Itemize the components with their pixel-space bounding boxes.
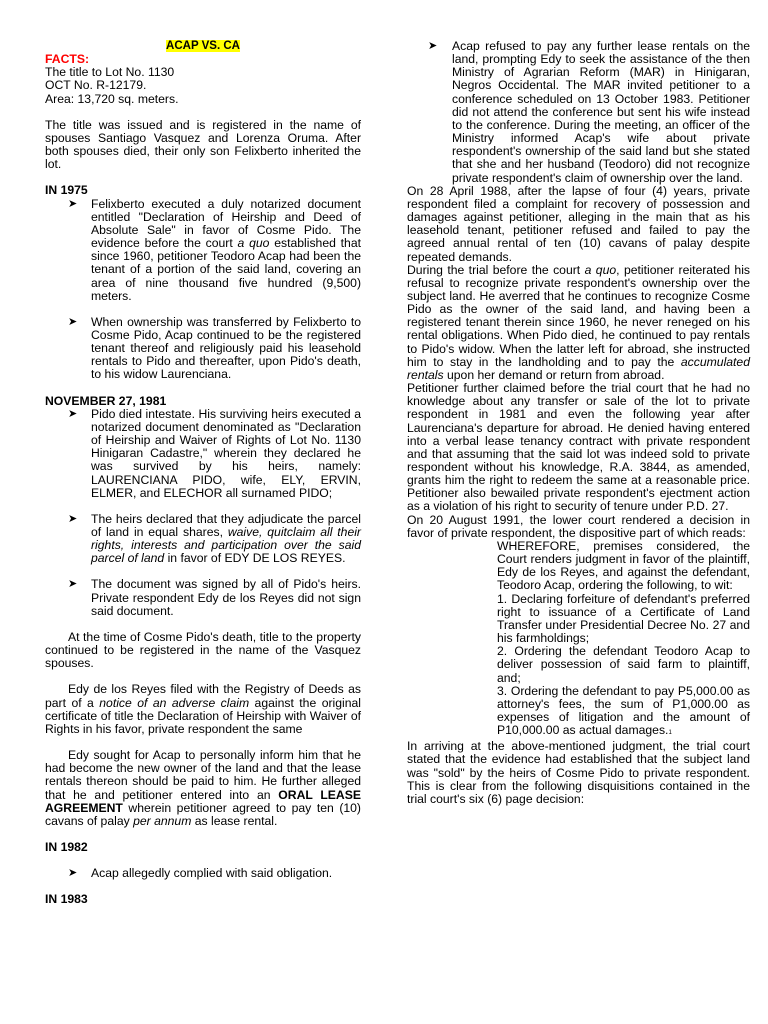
- footnote-marker: 1: [668, 730, 672, 737]
- paragraph-trial: During the trial before the court a quo, petitioner reiterated his refusal to recognize private respondent's ownership over the subject land. He averred that he continues to recognize Cosme Pido as the owner of the said land, and having been a registered tenant therein since 1960, he never reneged on his rental obligations. When Pido died, he continued to pay rentals to Pido's widow. When the latter left for abroad, she instructed him to stay in the landholding and to pay the accumulated rentals upon her demand or return from abroad.: [407, 262, 751, 382]
- quote-item-3: 3. Ordering the defendant to pay P5,000.00 as attorney's fees, the sum of P1,000.00 as expenses of litigation and the amount of P10,000.00 as actual damages.1: [497, 683, 750, 738]
- heading-1982: IN 1982: [45, 839, 88, 854]
- left-column: [45, 40, 361, 906]
- arrowhead-bullet-icon: ➤: [68, 315, 78, 328]
- paragraph-arriving: In arriving at the above-mentioned judgment, the trial court stated that the evidence had established that the subject land was "sold" by the heirs of Cosme Pido to private respondent. This is clear from the following disquisitions contained in the trial court's six (6) page decision:: [407, 739, 750, 806]
- paragraph-1988-complaint: On 28 April 1988, after the lapse of four (4) years, private respondent filed a complaint for recovery of possession and damages against petitioner, alleging in the main that as his leasehold tenant, petitioner refused and failed to pay the agreed annual rental of ten (10) cavans of palay despite repeated demands.: [407, 183, 750, 264]
- arrowhead-bullet-icon: ➤: [68, 197, 78, 210]
- paragraph-adverse-claim: Edy de los Reyes filed with the Registry of Deeds as part of a notice of an adverse claim against the original certificate of title the Declaration of Heirship with Waiver of Rights in his favor, private respondent the same: [45, 682, 361, 736]
- bullet-1975-tenant: ➤ When ownership was transferred by Felixberto to Cosme Pido, Acap continued to be the registered tenant thereof and religiously paid his leasehold rentals to Pido and thereafter, upon Pido's death, to his widow Laurenciana.: [68, 314, 361, 382]
- quote-wherefore: WHEREFORE, premises considered, the Court renders judgment in favor of the plaintiff, Edy de los Reyes, and against the defendant, Teodoro Acap, ordering the following, to wit:: [497, 538, 750, 593]
- heading-1983: IN 1983: [45, 892, 88, 907]
- paragraph-oral-lease: Edy sought for Acap to personally inform him that he had become the new owner of the land and that the lease rentals thereon should be paid to him. He further alleged that he and petitioner entered into an ORAL LEASE AGREEMENT wherein petitioner agreed to pay ten (10) cavans of palay per annum as lease rental.: [45, 748, 361, 828]
- bullet-1982-complied: ➤ Acap allegedly complied with said obligation.: [68, 866, 333, 881]
- bullet-1981-adjudicate: ➤ The heirs declared that they adjudicate the parcel of land in equal shares, waive, quitclaim all their rights, interests and participation over the said parcel of land in favor of EDY DE LOS REYES.: [68, 511, 361, 566]
- right-column: [407, 40, 750, 806]
- arrowhead-bullet-icon: ➤: [68, 578, 78, 591]
- heading-1975: IN 1975: [45, 183, 88, 198]
- facts-heading: FACTS:: [45, 52, 90, 67]
- bullet-1981-signed: ➤ The document was signed by all of Pido's heirs. Private respondent Edy de los Reyes did not sign said document.: [68, 577, 361, 618]
- lot-line: The title to Lot No. 1130: [45, 65, 175, 80]
- paragraph-1991-decision: On 20 August 1991, the lower court rendered a decision in favor of private respondent, the dispositive part of which reads:: [407, 512, 750, 540]
- bullet-1975-deed: ➤ Felixberto executed a duly notarized document entitled "Declaration of Heirship and Deed of Absolute Sale" in favor of Cosme Pido. The evidence before the court a quo established that since 1960, petitioner Teodoro Acap had been the tenant of a portion of the said land, covering an area of nine thousand five hundred (9,500) meters.: [68, 196, 361, 303]
- arrowhead-bullet-icon: ➤: [68, 407, 78, 420]
- bullet-refused-rentals: ➤ Acap refused to pay any further lease rentals on the land, prompting Edy to seek the assistance of the then Ministry of Agrarian Reform (MAR) in Hinigaran, Negros Occidental. The MAR invited petitioner to a conference scheduled on 13 October 1983. Petitioner did not attend the conference but sent his wife instead to the conference. During the meeting, an officer of the Ministry informed Acap's wife about private respondent's ownership of the said land but she stated that she and her husband (Teodoro) did not recognize private respondent's claim of ownership over the land.: [428, 39, 750, 185]
- document-title: ACAP VS. CA: [166, 40, 240, 52]
- arrowhead-bullet-icon: ➤: [68, 867, 78, 880]
- paragraph-title-issued: The title was issued and is registered in the name of spouses Santiago Vasquez and Lorenza Oruma. After both spouses died, their only son Felixberto inherited the lot.: [45, 117, 361, 172]
- bullet-1981-heirs: ➤ Pido died intestate. His surviving heirs executed a notarized document denominated as "Declaration of Heirship and Waiver of Rights of Lot No. 1130 Hinigaran Cadastre," wherein they declared he was survived by his heirs, namely: LAURENCIANA PIDO, wife, ELY, ERVIN, ELMER, and ELECHOR all surnamed PIDO;: [68, 406, 361, 500]
- quote-item-2: 2. Ordering the defendant Teodoro Acap to deliver possession of said farm to plaintiff, and;: [497, 644, 750, 685]
- quote-item-1: 1. Declaring forfeiture of defendant's preferred right to issuance of a Certificate of Land Transfer under Presidential Decree No. 27 and his farmholdings;: [497, 591, 750, 646]
- oct-line: OCT No. R-12179.: [45, 78, 147, 93]
- heading-1981: NOVEMBER 27, 1981: [45, 393, 167, 408]
- area-line: Area: 13,720 sq. meters.: [45, 91, 179, 106]
- arrowhead-bullet-icon: ➤: [68, 512, 78, 525]
- paragraph-petitioner-claims: Petitioner further claimed before the trial court that he had no knowledge about any transfer or sale of the lot to private respondent in 1981 and even the following year after Laurenciana's departure for abroad. He denied having entered into a verbal lease tenancy contract with private respondent and that assuming that the said lot was indeed sold to private respondent without his knowledge, R.A. 3844, as amended, grants him the right to redeem the same at a reasonable price. Petitioner also bewailed private respondent's ejectment action as a violation of his right to security of tenure under P.D. 27.: [407, 381, 750, 514]
- arrowhead-bullet-icon: ➤: [428, 40, 438, 52]
- paragraph-pido-death: At the time of Cosme Pido's death, title to the property continued to be registered in the name of the Vasquez spouses.: [45, 629, 361, 671]
